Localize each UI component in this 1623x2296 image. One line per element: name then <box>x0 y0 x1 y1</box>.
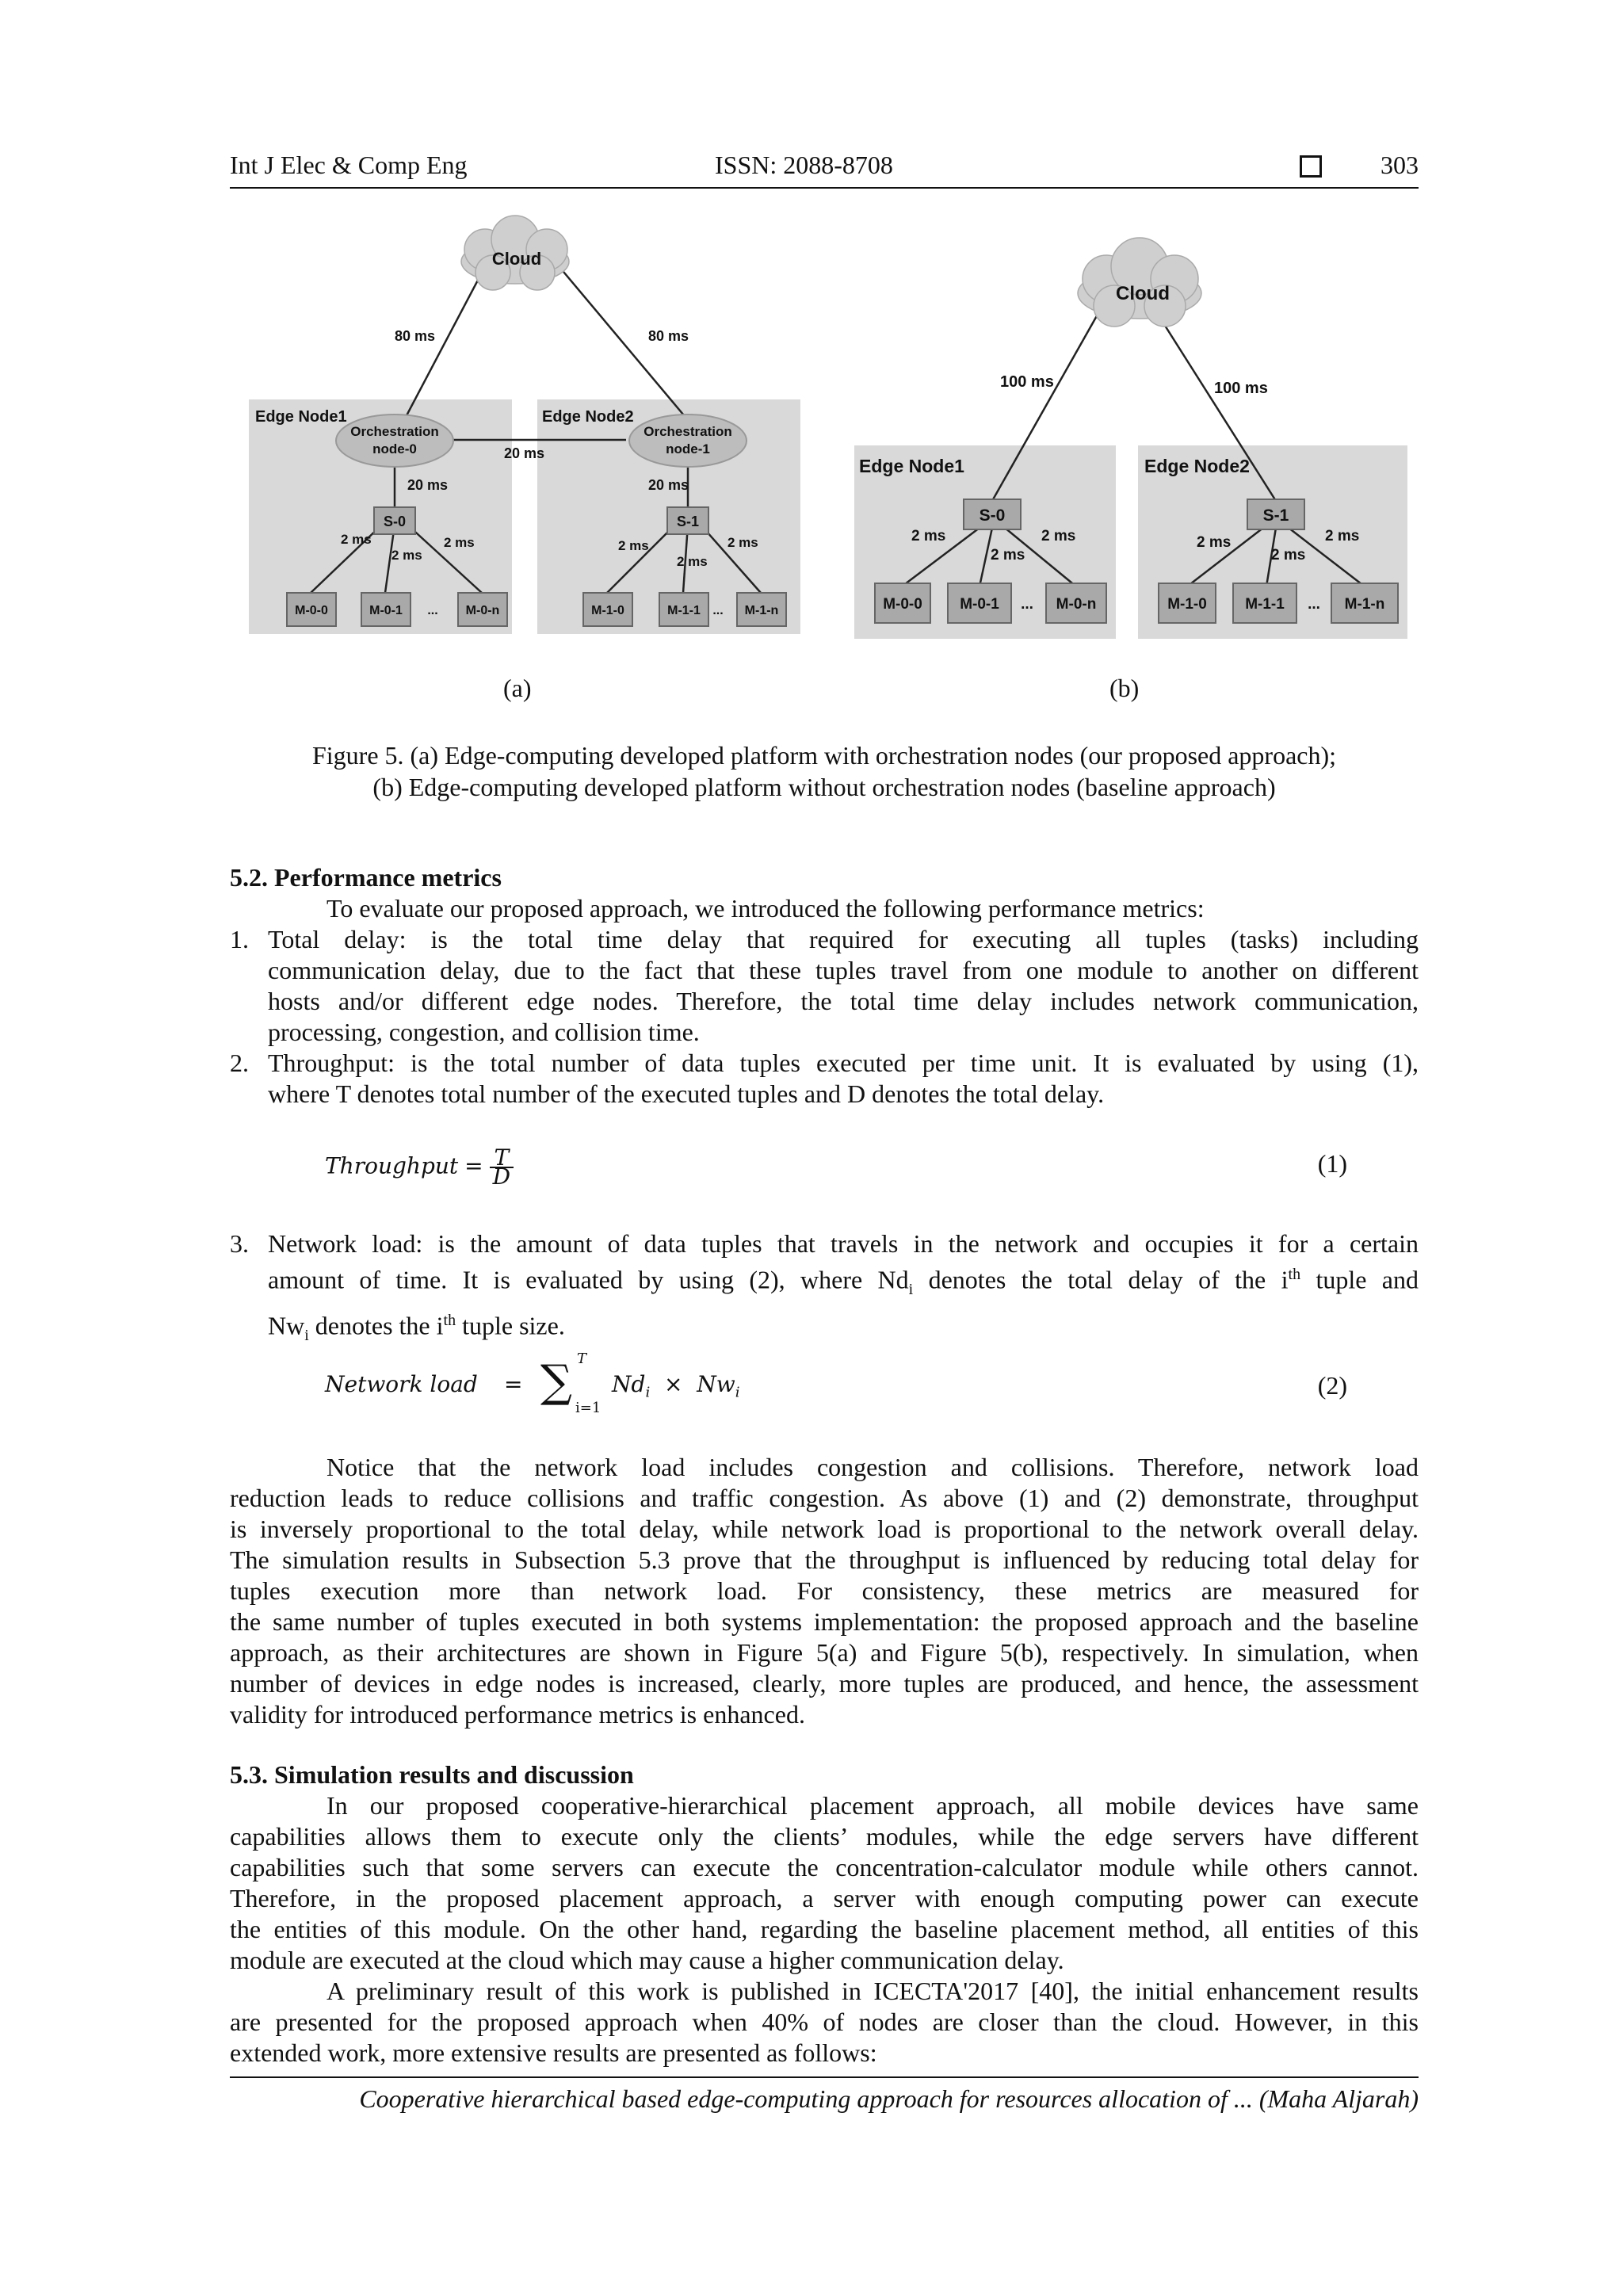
module-ellipsis: ... <box>1308 596 1320 613</box>
module-label: M-0-0 <box>295 604 328 617</box>
paragraph-preliminary <box>230 1976 1419 2069</box>
text-line: capabilities such that some servers can execute the concentration-calculator module while others cannot. <box>230 1853 1419 1881</box>
paragraph-placement <box>230 1790 1419 1976</box>
module-label: M-0-1 <box>369 604 403 617</box>
cloud-label: Cloud <box>1116 283 1170 304</box>
equation-2 <box>325 1350 1347 1427</box>
text-line: Throughput: is the total number of data tuples executed per time unit. It is evaluated by using (1), <box>268 1049 1419 1077</box>
link-ms-label: 2 ms <box>677 554 708 569</box>
page-header <box>230 151 1419 185</box>
text-line: is inversely proportional to the total delay, while network load is proportional to the network overall delay. <box>230 1515 1419 1543</box>
link-cloud-right-label: 80 ms <box>648 328 689 344</box>
text-line: capabilities allows them to execute only the clients’ modules, while the edge servers have different <box>230 1822 1419 1851</box>
caption-line-2: (b) Edge-computing developed platform without orchestration nodes (baseline approach) <box>372 773 1276 801</box>
server-0-label: S-0 <box>383 514 407 529</box>
module-label: M-1-1 <box>667 604 701 617</box>
eq1-denominator: D <box>492 1163 511 1190</box>
eq1-equals: = <box>464 1152 483 1179</box>
subscript: i <box>908 1281 914 1299</box>
orchestration-node-1 <box>629 415 747 467</box>
orch-1-line2: node-1 <box>666 441 710 457</box>
list-item-throughput <box>230 1048 1419 1110</box>
text-segment: amount of time. It is evaluated by using (2), where Nd <box>268 1265 909 1294</box>
eq2-sub1: i <box>645 1384 651 1401</box>
link-cloud-left-label: 80 ms <box>395 328 436 344</box>
link-ms-label: 2 ms <box>727 535 758 550</box>
list-number: 3. <box>230 1229 249 1258</box>
text-line: approach, as their architectures are shown in Figure 5(a) and Figure 5(b), respectively. In simulation, when <box>230 1638 1419 1667</box>
text-line: Total delay: is the total time delay that required for executing all tuples (tasks) including <box>268 925 1419 953</box>
figure-5a <box>238 214 808 646</box>
eq2-term2: Nw <box>697 1371 735 1397</box>
server-1-label: S-1 <box>1262 506 1289 525</box>
cloud-shape <box>1078 238 1201 327</box>
journal-name: Int J Elec & Comp Eng <box>230 151 468 179</box>
module-label: M-1-n <box>744 604 779 617</box>
link-cloud-right-label: 100 ms <box>1214 380 1268 397</box>
figure-5b <box>848 214 1419 646</box>
link-ms-label: 2 ms <box>1325 528 1360 544</box>
text-line: Notice that the network load includes congestion and collisions. Therefore, network load <box>327 1453 1419 1481</box>
link-ms-label: 2 ms <box>911 528 946 544</box>
module-label: M-0-0 <box>883 596 922 613</box>
eq2-lower: i=1 <box>575 1400 601 1416</box>
text-line: the same number of tuples executed in both systems implementation: the proposed approach and the baseline <box>230 1607 1419 1636</box>
link-ms-label: 2 ms <box>341 532 372 547</box>
eq2-term1: Nd <box>612 1371 646 1397</box>
orch-0-line2: node-0 <box>372 441 417 457</box>
text-line: where T denotes total number of the executed tuples and D denotes the total delay. <box>268 1079 1105 1108</box>
link-ms-label: 2 ms <box>1041 528 1076 544</box>
edge-node-2-label: Edge Node2 <box>1144 456 1250 476</box>
server-1-label: S-1 <box>676 514 700 529</box>
text-line: tuples execution more than network load. For consistency, these metrics are measured for <box>230 1576 1419 1605</box>
module-label: M-1-0 <box>591 604 624 617</box>
list-item-total-delay <box>230 924 1419 1048</box>
module-ellipsis: ... <box>712 604 724 617</box>
modules-edge-node-1 <box>287 593 507 626</box>
link-orch1-s1-label: 20 ms <box>648 477 689 493</box>
eq2-times: × <box>664 1371 683 1397</box>
eq2-sum: ∑ <box>540 1356 572 1408</box>
text-line: In our proposed cooperative-hierarchical placement approach, all mobile devices have same <box>327 1791 1419 1820</box>
header-rule <box>230 187 1419 189</box>
text-segment: Nw <box>268 1311 305 1340</box>
text-line: extended work, more extensive results are presented as follows: <box>230 2038 877 2067</box>
text-line: Therefore, in the proposed placement approach, a server with enough computing power can execute <box>230 1884 1419 1912</box>
figure-5a-diagram <box>238 214 808 646</box>
eq2-lhs: Network load <box>325 1371 478 1397</box>
eq2-expression <box>612 1371 740 1401</box>
text-segment: tuple and <box>1300 1265 1419 1294</box>
text-line: processing, congestion, and collision time. <box>268 1018 700 1046</box>
eq2-number: (2) <box>1317 1371 1347 1400</box>
text-line: the entities of this module. On the other hand, regarding the baseline placement method, all entities of this <box>230 1915 1419 1943</box>
link-ms-label: 2 ms <box>991 547 1025 563</box>
section-5-2-heading: 5.2. Performance metrics <box>230 863 502 892</box>
eq1-lhs: Throughput <box>325 1152 459 1179</box>
figure-5a-label: (a) <box>503 674 532 702</box>
issn: ISSN: 2088-8708 <box>715 151 893 179</box>
orchestration-node-0 <box>336 415 453 467</box>
module-label: M-1-1 <box>1245 596 1285 613</box>
edge-node-1-label: Edge Node1 <box>859 456 964 476</box>
text-line: Network load: is the amount of data tuples that travels in the network and occupies it for a certain <box>268 1229 1419 1258</box>
page-footer: Cooperative hierarchical based edge-computing approach for resources allocation of ... (Maha Aljarah) <box>359 2084 1419 2113</box>
text-segment: tuple size. <box>456 1311 565 1340</box>
text-segment: denotes the i <box>308 1311 444 1340</box>
section-5-3-heading: 5.3. Simulation results and discussion <box>230 1760 634 1789</box>
superscript: th <box>443 1312 456 1330</box>
text-line-mixed <box>268 1259 1419 1305</box>
orch-1-line1: Orchestration <box>643 424 732 439</box>
superscript: th <box>1288 1266 1301 1283</box>
eq2-equals: = <box>504 1371 523 1397</box>
text-line: A preliminary result of this work is published in ICECTA'2017 [40], the initial enhancement results <box>327 1977 1419 2005</box>
edge-node-2-label: Edge Node2 <box>542 408 634 426</box>
link-orch0-s0-label: 20 ms <box>407 477 449 493</box>
link-ms-label: 2 ms <box>1197 534 1232 551</box>
module-label: M-1-n <box>1344 596 1385 613</box>
module-label: M-1-0 <box>1167 596 1207 613</box>
text-line-mixed <box>268 1305 1419 1351</box>
eq1-number: (1) <box>1317 1149 1347 1178</box>
server-0-label: S-0 <box>979 506 1006 525</box>
text-line: validity for introduced performance metrics is enhanced. <box>230 1700 805 1729</box>
link-orch-label: 20 ms <box>504 445 545 461</box>
module-ellipsis: ... <box>1021 596 1033 613</box>
module-label: M-0-n <box>465 604 500 617</box>
figure-caption <box>230 739 1419 803</box>
text-line: number of devices in edge nodes is increased, clearly, more tuples are produced, and hence, the assessment <box>230 1669 1419 1698</box>
module-label: M-0-1 <box>960 596 999 613</box>
eq1-numerator: T <box>490 1149 514 1168</box>
text-segment: denotes the total delay of the i <box>913 1265 1289 1294</box>
edge-node-1-label: Edge Node1 <box>255 408 347 426</box>
list-item-network-load <box>230 1228 1419 1351</box>
subscript: i <box>304 1327 309 1345</box>
text-line: reduction leads to reduce collisions and traffic congestion. As above (1) and (2) demonstrate, throughput <box>230 1484 1419 1512</box>
list-number: 2. <box>230 1049 249 1077</box>
orch-0-line1: Orchestration <box>350 424 439 439</box>
module-ellipsis: ... <box>427 604 438 617</box>
figure-5b-label: (b) <box>1109 674 1140 702</box>
modules-edge-node-1 <box>875 583 1106 623</box>
module-label: M-0-n <box>1056 596 1097 613</box>
equation-1 <box>325 1144 1347 1190</box>
link-ms-label: 2 ms <box>444 535 475 550</box>
text-line: The simulation results in Subsection 5.3 prove that the throughput is influenced by reducing total delay for <box>230 1545 1419 1574</box>
eq2-sub2: i <box>735 1384 740 1401</box>
eq1-fraction <box>490 1144 514 1190</box>
text-line: module are executed at the cloud which may cause a higher communication delay. <box>230 1946 1064 1974</box>
modules-edge-node-2 <box>583 593 786 626</box>
link-ms-label: 2 ms <box>1271 547 1306 563</box>
square-box-icon <box>1300 155 1322 178</box>
eq2-upper: T <box>577 1350 587 1367</box>
figure-5b-diagram <box>848 214 1419 646</box>
footer-rule <box>230 2076 1419 2078</box>
link-cloud-left-label: 100 ms <box>1000 373 1054 391</box>
section-5-2-intro: To evaluate our proposed approach, we introduced the following performance metrics: <box>327 894 1205 923</box>
link-ms-label: 2 ms <box>391 548 422 563</box>
caption-line-1: Figure 5. (a) Edge-computing developed platform with orchestration nodes (our proposed approach); <box>311 741 1337 770</box>
text-line: communication delay, due to the fact that these tuples travel from one module to another on different <box>268 956 1419 984</box>
cloud-label: Cloud <box>491 249 542 269</box>
modules-edge-node-2 <box>1159 583 1398 623</box>
page-number: 303 <box>1381 151 1419 179</box>
paragraph-notice <box>230 1452 1419 1730</box>
text-line: are presented for the proposed approach when 40% of nodes are closer than the cloud. However, in this <box>230 2008 1419 2036</box>
text-line: hosts and/or different edge nodes. Therefore, the total time delay includes network communication, <box>268 987 1419 1015</box>
list-number: 1. <box>230 925 249 953</box>
link-ms-label: 2 ms <box>618 538 649 553</box>
